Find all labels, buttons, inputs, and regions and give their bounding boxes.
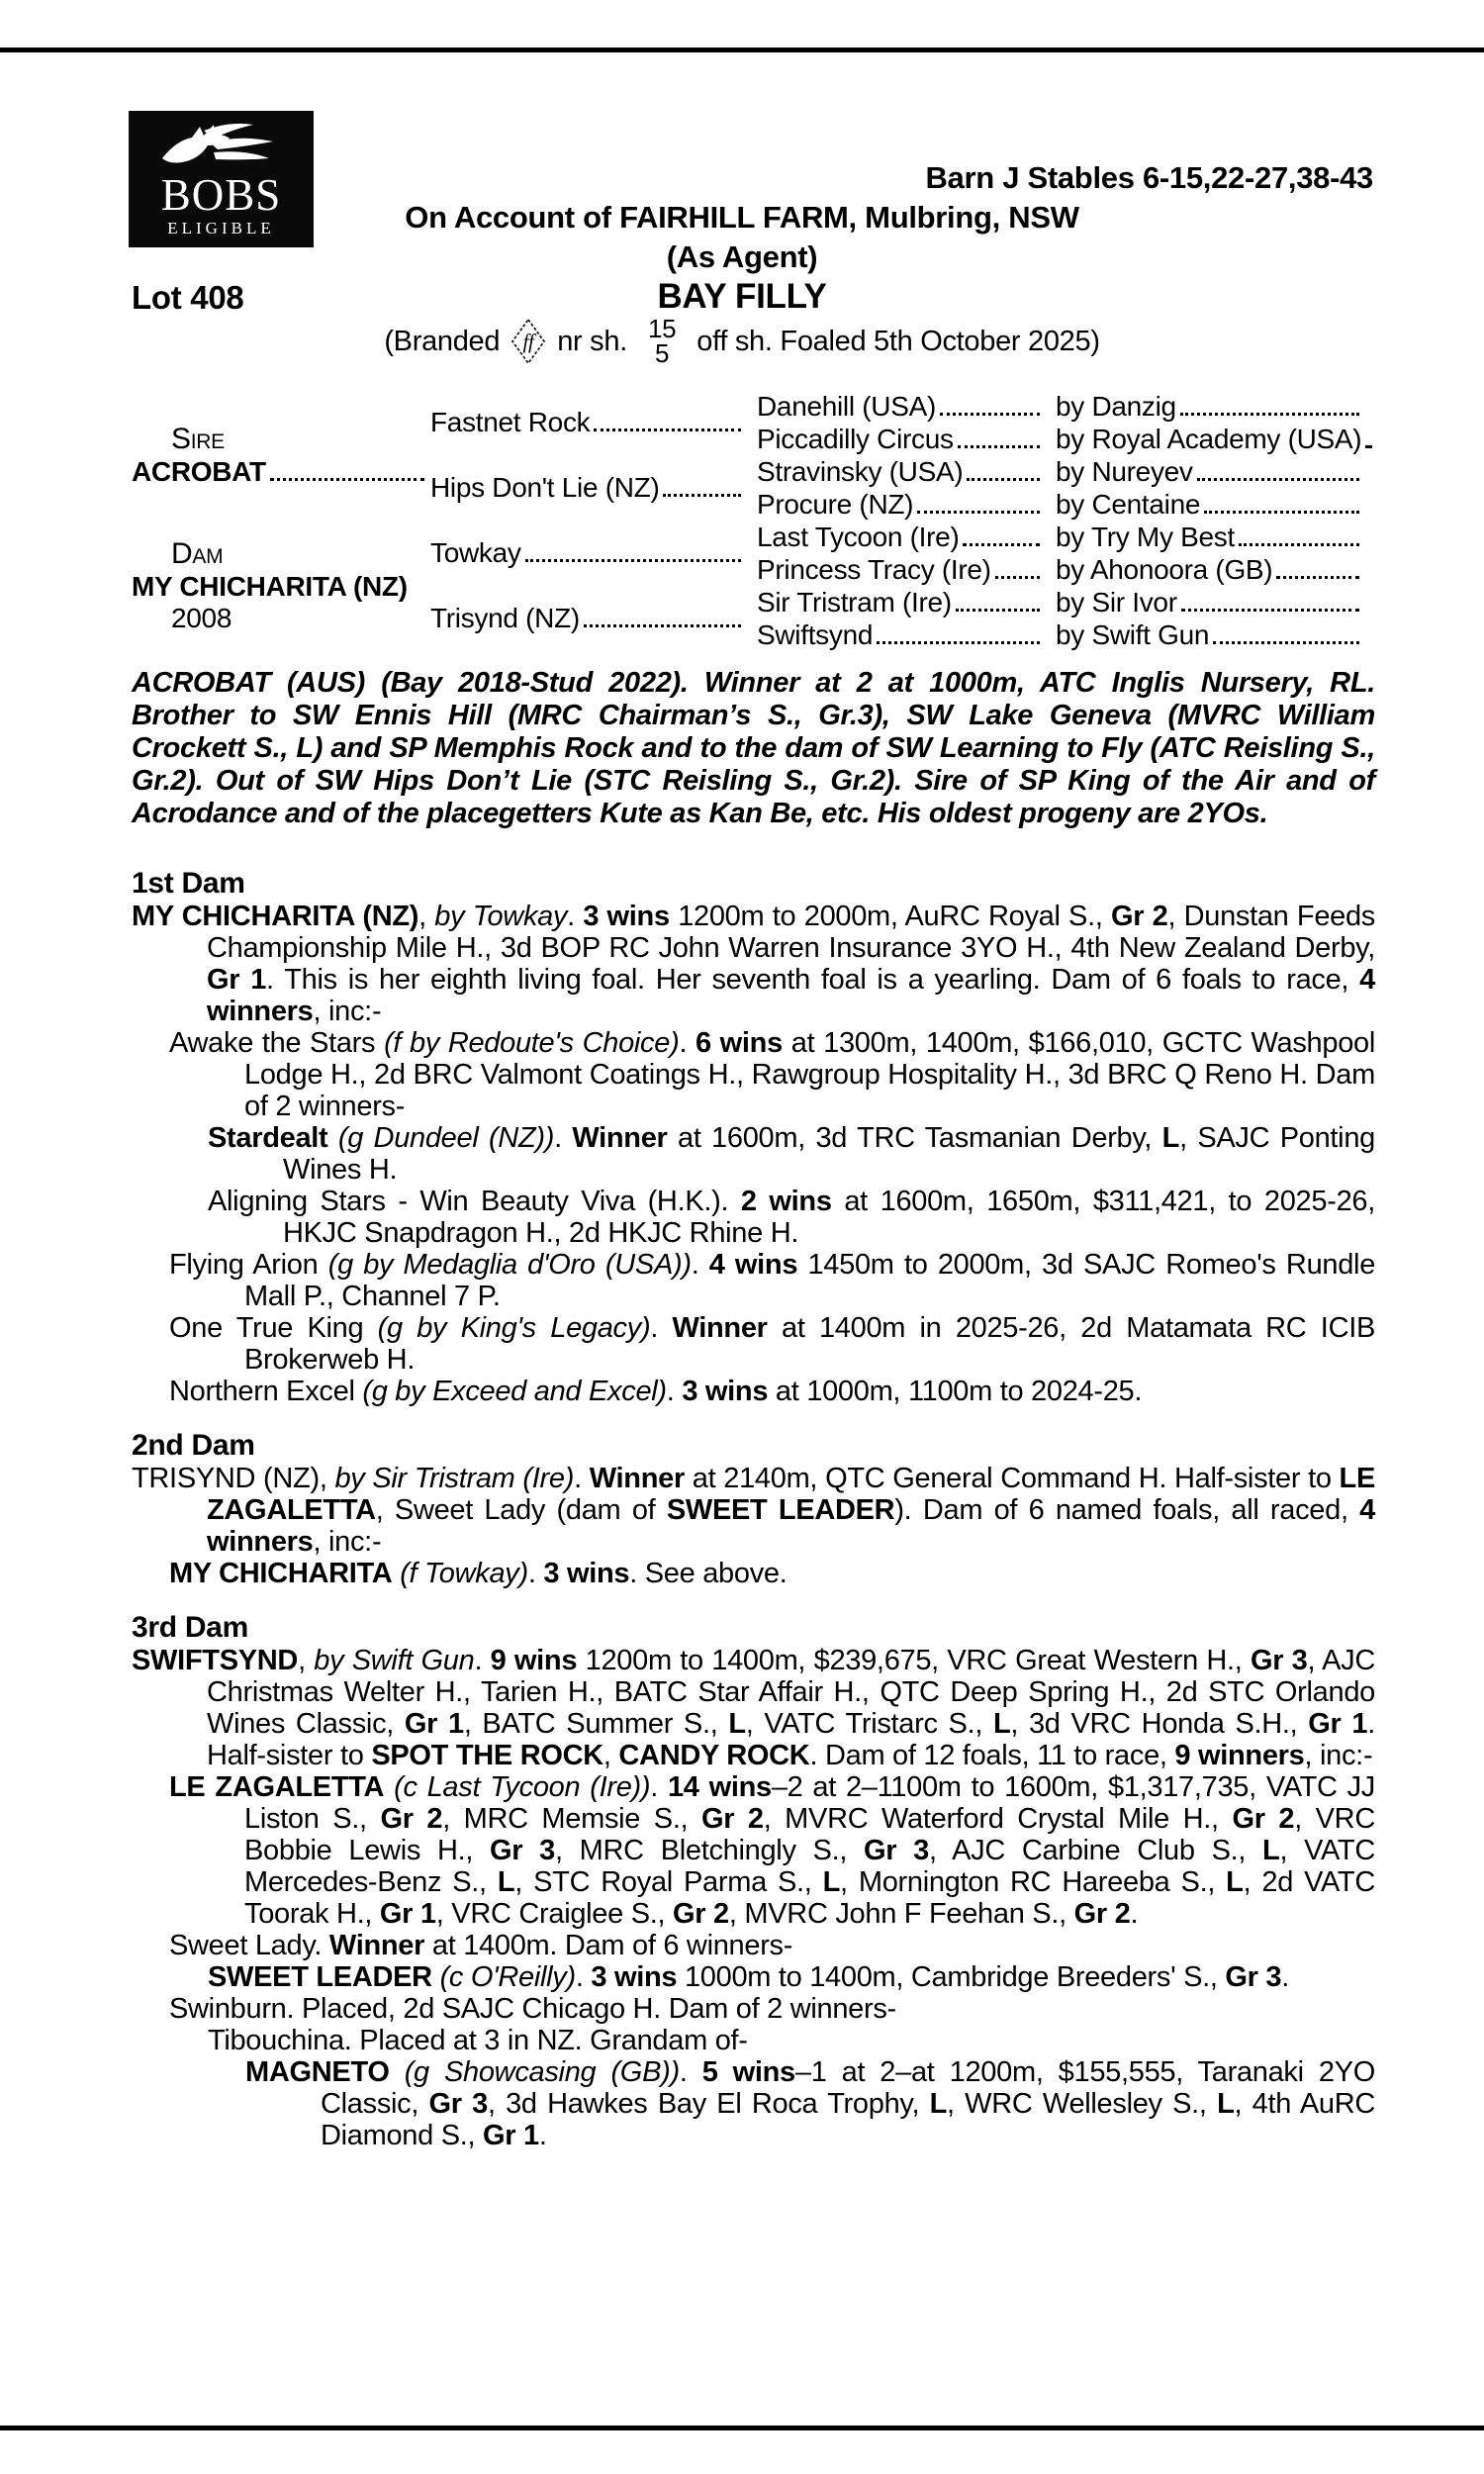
- text-run: Winner: [572, 1122, 668, 1154]
- text-run: , MRC Memsie S.,: [442, 1803, 702, 1835]
- vendor-line: On Account of FAIRHILL FARM, Mulbring, NSW: [405, 200, 1079, 235]
- text-run: Gr 1: [1308, 1708, 1368, 1740]
- text-run: SPOT THE ROCK: [371, 1740, 603, 1771]
- pedigree-entry: [245, 2056, 1375, 2151]
- pedigree-gen3-cell: [757, 455, 1056, 488]
- text-run: (f by Redoute's Choice): [384, 1027, 680, 1059]
- text-run: MY CHICHARITA: [169, 1558, 393, 1589]
- gen4-sire-row: [1056, 391, 1365, 423]
- pedigree-entry: [208, 1961, 1375, 1993]
- text-run: , Mornington RC Hareeba S.,: [840, 1866, 1227, 1898]
- dotted-leader: [940, 413, 1040, 416]
- pedigree-gen4-cell: [1056, 423, 1375, 455]
- gen4-sire-row: [1056, 456, 1365, 488]
- text-run: Gr 3: [1251, 1645, 1308, 1676]
- text-run: L: [497, 1866, 515, 1898]
- pedigree-gen4-cell: [1056, 553, 1375, 586]
- text-run: Gr 3: [490, 1835, 555, 1866]
- text-run: Sweet Lady.: [169, 1930, 329, 1961]
- gen4-sire-row: [1056, 522, 1365, 553]
- logo-text-bobs: BOBS: [160, 170, 282, 220]
- gen3-name-row: [757, 456, 1046, 488]
- text-run: –1 at 2–at 1200m, $155,555, Taranaki 2YO Classic,: [321, 2056, 1375, 2120]
- gen4-sire: by Danzig: [1056, 390, 1176, 422]
- text-run: at 1300m, 1400m, $166,010, GCTC Washpool Lodge H., 2d BRC Valmont Coatings H., Rawgroup Hospitality H., 3d BRC Q Reno H. Dam of 2 winners-: [244, 1027, 1376, 1122]
- dotted-leader: [584, 624, 741, 627]
- text-run: (c Last Tycoon (Ire)): [394, 1771, 651, 1803]
- text-run: . Half-sister to: [207, 1708, 1375, 1771]
- sire-label: Sire: [171, 423, 225, 455]
- pedigree-entry: [169, 1930, 1375, 1961]
- text-run: Flying Arion: [169, 1249, 328, 1281]
- pedigree-gen4-cell: [1056, 455, 1375, 488]
- gen3-name: Procure (NZ): [757, 488, 914, 520]
- pedigree-entry: [169, 1558, 1375, 1589]
- pedigree-gen4-cell: [1056, 488, 1375, 521]
- text-run: CANDY ROCK: [618, 1740, 810, 1771]
- text-run: 1450m to 2000m, 3d SAJC Romeo's Rundle Mall P., Channel 7 P.: [244, 1249, 1376, 1312]
- gen3-name: Stravinsky (USA): [757, 455, 964, 487]
- text-run: 4 wins: [708, 1249, 798, 1281]
- text-run: Gr 2: [1232, 1803, 1295, 1835]
- text-run: 9 winners: [1174, 1740, 1305, 1771]
- branded-prefix: (Branded: [384, 325, 501, 357]
- text-run: (g by Medaglia d'Oro (USA)): [327, 1249, 692, 1281]
- text-run: .: [1130, 1898, 1139, 1930]
- text-run: Gr 3: [428, 2088, 488, 2120]
- text-run: (g by Exceed and Excel): [362, 1376, 667, 1407]
- text-run: (c O'Reilly): [439, 1961, 576, 1993]
- section-heading: 1st Dam: [132, 867, 245, 900]
- pedigree-gen4-cell: [1056, 390, 1375, 423]
- gen3-name-row: [757, 424, 1046, 455]
- pedigree-gen3-cell: [757, 586, 1056, 618]
- text-run: .: [650, 1771, 668, 1803]
- text-run: MAGNETO: [245, 2056, 390, 2088]
- text-run: .: [527, 1558, 544, 1589]
- text-run: Gr 1: [379, 1898, 436, 1930]
- text-run: Stardealt: [208, 1122, 328, 1154]
- text-run: Awake the Stars: [169, 1027, 385, 1059]
- text-run: Gr 2: [1073, 1898, 1131, 1930]
- text-run: .: [666, 1376, 683, 1407]
- pedigree-entry: [169, 1771, 1375, 1930]
- gen3-name-row: [757, 522, 1046, 553]
- text-run: 9 wins: [490, 1645, 578, 1676]
- text-run: SWEET LEADER: [208, 1961, 432, 1993]
- text-run: 5 wins: [701, 2056, 795, 2088]
- text-run: Winner: [589, 1463, 685, 1494]
- bottom-rule: [0, 2426, 1484, 2430]
- text-run: .: [1281, 1961, 1290, 1993]
- barn-line: Barn J Stables 6-15,22-27,38-43: [925, 160, 1373, 195]
- text-run: Gr 2: [673, 1898, 729, 1930]
- text-run: L: [1161, 1122, 1180, 1154]
- gen2-name-row: [430, 537, 747, 569]
- text-run: 14 wins: [667, 1771, 772, 1803]
- text-run: at 2140m, QTC General Command H. Half-sister to: [684, 1463, 1340, 1494]
- gen4-sire-row: [1056, 587, 1365, 618]
- dotted-leader: [877, 641, 1040, 644]
- gen3-name: Danehill (USA): [757, 390, 936, 422]
- text-run: (g Showcasing (GB)): [404, 2056, 680, 2088]
- text-run: Winner: [672, 1312, 768, 1344]
- text-run: .: [474, 1645, 491, 1676]
- text-run: 1200m to 1400m, $239,675, VRC Great Western H.,: [577, 1645, 1251, 1676]
- pedigree-entry: [169, 1249, 1375, 1312]
- brand-number-bottom: 5: [655, 338, 670, 368]
- text-run: .: [679, 1027, 696, 1059]
- text-run: , 4th AuRC Diamond S.,: [321, 2088, 1375, 2151]
- text-run: . See above.: [629, 1558, 788, 1589]
- pedigree-entry: [132, 1463, 1375, 1558]
- dotted-leader: [963, 543, 1040, 546]
- text-run: .: [679, 2056, 702, 2088]
- svg-text:ff: ff: [522, 330, 534, 353]
- pedigree-entry: [169, 1376, 1375, 1407]
- text-run: , SAJC Ponting Wines H.: [283, 1122, 1375, 1186]
- text-run: , VRC Bobbie Lewis H.,: [244, 1803, 1375, 1866]
- brand-numbers: [647, 314, 677, 368]
- pedigree-gen4-cell: [1056, 521, 1375, 553]
- text-run: at 1400m in 2025-26, 2d Matamata RC ICIB Brokerweb H.: [244, 1312, 1376, 1376]
- pedigree-gen4-cell: [1056, 586, 1375, 618]
- dotted-leader: [270, 478, 424, 481]
- section-heading: 2nd Dam: [132, 1429, 255, 1462]
- text-run: Gr 2: [701, 1803, 764, 1835]
- text-run: .: [575, 1961, 592, 1993]
- gen3-name: Piccadilly Circus: [757, 423, 954, 454]
- pedigree-entry: [132, 901, 1375, 1027]
- section-heading: 3rd Dam: [132, 1611, 248, 1644]
- gen2-name: Fastnet Rock: [430, 407, 591, 437]
- text-run: , MVRC John F Feehan S.,: [728, 1898, 1074, 1930]
- gen3-name-row: [757, 489, 1046, 521]
- pedigree-gen2-cell: [430, 390, 757, 455]
- pedigree-gen3-cell: [757, 390, 1056, 423]
- gen2-name-row: [430, 407, 747, 438]
- pedigree-entry: [169, 1312, 1375, 1376]
- text-run: Swinburn. Placed, 2d SAJC Chicago H. Dam of 2 winners-: [169, 1993, 896, 2025]
- dotted-leader: [594, 428, 741, 431]
- text-run: L: [1217, 2088, 1235, 2120]
- text-run: , 3d VRC Honda S.H.,: [1010, 1708, 1309, 1740]
- text-run: , AJC Carbine Club S.,: [929, 1835, 1263, 1866]
- pedigree-entry: [132, 1645, 1375, 1771]
- text-run: [327, 1122, 337, 1154]
- gen4-sire-row: [1056, 619, 1365, 651]
- text-run: ). Dam of 6 named foals, all raced,: [894, 1494, 1360, 1526]
- pedigree-entry: [208, 2025, 1375, 2056]
- dotted-leader: [967, 478, 1040, 481]
- text-run: , MVRC Waterford Crystal Mile H.,: [763, 1803, 1233, 1835]
- gen3-name: Swiftsynd: [757, 618, 874, 650]
- text-run: L: [992, 1708, 1011, 1740]
- text-run: ,: [298, 1645, 315, 1676]
- text-run: . Dam of 12 foals, 11 to race,: [809, 1740, 1175, 1771]
- gen4-sire: by Ahonoora (GB): [1056, 553, 1273, 585]
- pedigree-entry: [169, 1993, 1375, 2025]
- text-run: 3 wins: [682, 1376, 769, 1407]
- text-run: Gr 2: [380, 1803, 443, 1835]
- gen2-name: Towkay: [430, 537, 521, 568]
- dotted-leader: [1239, 543, 1359, 546]
- gen2-name: Trisynd (NZ): [430, 603, 580, 633]
- gen3-name-row: [757, 587, 1046, 618]
- text-run: , inc:-: [1304, 1740, 1373, 1771]
- text-run: by Swift Gun: [314, 1645, 475, 1676]
- dotted-leader: [1180, 413, 1359, 416]
- pedigree-dam-block: [132, 521, 430, 651]
- text-run: Gr 1: [207, 964, 267, 996]
- text-run: Tibouchina. Placed at 3 in NZ. Grandam of-: [208, 2025, 748, 2056]
- pedigree-gen3-cell: [757, 618, 1056, 651]
- gen3-name-row: [757, 554, 1046, 586]
- text-run: SWEET LEADER: [666, 1494, 895, 1526]
- dotted-leader: [956, 609, 1040, 612]
- dotted-leader: [1365, 445, 1371, 448]
- gen4-sire: by Royal Academy (USA): [1056, 423, 1362, 454]
- text-run: at 1400m. Dam of 6 winners-: [424, 1930, 793, 1961]
- gen3-name-row: [757, 619, 1046, 651]
- text-run: [384, 1771, 394, 1803]
- text-run: , WRC Wellesley S.,: [947, 2088, 1218, 2120]
- text-run: , BATC Summer S.,: [463, 1708, 729, 1740]
- text-run: , 3d Hawkes Bay El Roca Trophy,: [487, 2088, 930, 2120]
- text-run: , inc:-: [313, 1526, 382, 1558]
- text-run: 4 winners: [207, 964, 1375, 1027]
- pedigree-gen3-cell: [757, 553, 1056, 586]
- gen4-sire-row: [1056, 554, 1365, 586]
- pedigree-gen4-cell: [1056, 618, 1375, 651]
- gen2-name-row: [430, 472, 747, 504]
- dotted-leader: [995, 576, 1040, 579]
- text-run: 1200m to 2000m, AuRC Royal S.,: [669, 901, 1111, 932]
- page-title: BAY FILLY: [657, 277, 827, 316]
- dotted-leader: [1276, 576, 1359, 579]
- branded-suffix: off sh. Foaled 5th October 2025): [696, 325, 1100, 357]
- text-run: ,: [603, 1740, 619, 1771]
- pedigree-table: [132, 390, 1375, 651]
- text-run: [432, 1961, 440, 1993]
- gen3-name: Last Tycoon (Ire): [757, 521, 960, 552]
- sire-name-row: [132, 456, 430, 488]
- gen3-name-row: [757, 391, 1046, 423]
- dotted-leader: [1204, 511, 1359, 514]
- text-run: Winner: [328, 1930, 425, 1961]
- text-run: 1000m to 1400m, Cambridge Breeders' S.,: [677, 1961, 1226, 1993]
- dotted-leader: [958, 445, 1040, 448]
- text-run: 6 wins: [696, 1027, 783, 1059]
- dotted-leader: [1181, 609, 1359, 612]
- dam-label: Dam: [171, 537, 224, 570]
- text-run: .: [650, 1312, 673, 1344]
- text-run: [390, 2056, 405, 2088]
- pedigree-sire-block: [132, 390, 430, 521]
- gen4-sire: by Swift Gun: [1056, 618, 1210, 650]
- text-run: 4 winners: [207, 1494, 1375, 1558]
- text-run: , AJC Christmas Welter H., Tarien H., BATC Star Affair H., QTC Deep Spring H., 2d STC Orlando Wines Classic,: [207, 1645, 1375, 1740]
- text-run: (g Dundeel (NZ)): [337, 1122, 555, 1154]
- pedigree-gen3-cell: [757, 521, 1056, 553]
- pedigree-gen2-cell: [430, 521, 757, 586]
- top-rule: [0, 48, 1484, 52]
- dotted-leader: [1197, 478, 1359, 481]
- gen2-name-row: [430, 603, 747, 634]
- gen4-sire-row: [1056, 489, 1365, 521]
- text-run: TRISYND (NZ),: [132, 1463, 335, 1494]
- sire-summary: ACROBAT (AUS) (Bay 2018-Stud 2022). Winner at 2 at 1000m, ATC Inglis Nursery, RL. Brother to SW Ennis Hill (MRC Chairman’s S., Gr.3), SW Lake Geneva (MVRC William Crockett S., L) and SP Memphis Rock and to the dam of SW Learning to Fly (ATC Reisling S., Gr.2). Out of SW Hips Don’t Lie (STC Reisling S., Gr.2). Sire of SP King of the Air and of Acrodance and of the placegetters Kute as Kan Be, etc. His oldest progeny are 2YOs.: [132, 667, 1375, 829]
- text-run: SWIFTSYND: [132, 1645, 299, 1676]
- text-run: 3 wins: [591, 1961, 678, 1993]
- text-run: .: [538, 2120, 547, 2151]
- text-run: at 1600m, 3d TRC Tasmanian Derby,: [667, 1122, 1162, 1154]
- dotted-leader: [1213, 641, 1359, 644]
- pedigree-entry: [208, 1122, 1375, 1186]
- text-run: .: [567, 901, 584, 932]
- dam-year: 2008: [171, 603, 232, 633]
- sire-name: ACROBAT: [132, 456, 266, 487]
- text-run: , VATC Mercedes-Benz S.,: [244, 1835, 1375, 1898]
- agent-line: (As Agent): [666, 239, 818, 274]
- pedigree-gen3-cell: [757, 423, 1056, 455]
- pedigree-gen2-cell: [430, 586, 757, 651]
- text-run: (g by King's Legacy): [377, 1312, 651, 1344]
- gen4-sire-row: [1056, 424, 1365, 455]
- dotted-leader: [525, 559, 741, 562]
- dam-name: MY CHICHARITA (NZ): [132, 571, 408, 602]
- text-run: . This is her eighth living foal. Her seventh foal is a yearling. Dam of 6 foals to race,: [266, 964, 1360, 996]
- text-run: Gr 3: [864, 1835, 930, 1866]
- branded-line: [0, 314, 1484, 368]
- text-run: MY CHICHARITA (NZ): [132, 901, 419, 932]
- text-run: L: [1226, 1866, 1244, 1898]
- text-run: Northern Excel: [169, 1376, 363, 1407]
- pedigree-gen3-cell: [757, 488, 1056, 521]
- text-run: Gr 3: [1225, 1961, 1282, 1993]
- gen4-sire: by Sir Ivor: [1056, 586, 1177, 618]
- gen3-name: Sir Tristram (Ire): [757, 586, 952, 618]
- pedigree-entry: [208, 1186, 1375, 1249]
- pedigree-gen2-cell: [430, 455, 757, 521]
- text-run: by Towkay: [434, 901, 568, 932]
- gen4-sire: by Try My Best: [1056, 521, 1235, 552]
- text-run: L: [1262, 1835, 1280, 1866]
- text-run: , VATC Tristarc S.,: [745, 1708, 993, 1740]
- text-run: , 2d VATC Toorak H.,: [244, 1866, 1375, 1930]
- text-run: Gr 1: [404, 1708, 464, 1740]
- text-run: 3 wins: [583, 901, 670, 932]
- brand-number-top: 15: [647, 314, 677, 343]
- text-run: at 1000m, 1100m to 2024-25.: [768, 1376, 1143, 1407]
- gen4-sire: by Nureyev: [1056, 455, 1193, 487]
- text-run: L: [728, 1708, 746, 1740]
- text-run: One True King: [169, 1312, 378, 1344]
- dam-sections: [132, 867, 1375, 2151]
- text-run: , Dunstan Feeds Championship Mile H., 3d BOP RC John Warren Insurance 3YO H., 4th New Zealand Derby,: [207, 901, 1376, 964]
- text-run: (f Towkay): [400, 1558, 528, 1589]
- text-run: L: [822, 1866, 841, 1898]
- text-run: Gr 1: [483, 2120, 539, 2151]
- dotted-leader: [917, 511, 1040, 514]
- horse-head-icon: [152, 119, 291, 174]
- gen2-name: Hips Don't Lie (NZ): [430, 472, 660, 503]
- text-run: , VRC Craiglee S.,: [435, 1898, 674, 1930]
- text-run: –2 at 2–1100m to 1600m, $1,317,735, VATC JJ Liston S.,: [244, 1771, 1376, 1835]
- text-run: L: [929, 2088, 948, 2120]
- text-run: , inc:-: [313, 996, 382, 1027]
- text-run: LE ZAGALETTA: [169, 1771, 385, 1803]
- text-run: Aligning Stars - Win Beauty Viva (H.K.).: [208, 1186, 741, 1217]
- text-run: .: [574, 1463, 590, 1494]
- text-run: ,: [418, 901, 435, 932]
- logo-text-eligible: ELIGIBLE: [167, 219, 275, 238]
- gen3-name: Princess Tracy (Ire): [757, 553, 991, 585]
- text-run: 2 wins: [740, 1186, 832, 1217]
- gen4-sire: by Centaine: [1056, 488, 1201, 520]
- text-run: .: [554, 1122, 573, 1154]
- text-run: LE ZAGALETTA: [207, 1463, 1376, 1526]
- text-run: .: [691, 1249, 709, 1281]
- text-run: , STC Royal Parma S.,: [514, 1866, 823, 1898]
- text-run: by Sir Tristram (Ire): [334, 1463, 575, 1494]
- text-run: at 1600m, 1650m, $311,421, to 2025-26, HKJC Snapdragon H., 2d HKJC Rhine H.: [283, 1186, 1375, 1249]
- text-run: , Sweet Lady (dam of: [375, 1494, 667, 1526]
- pedigree-entry: [169, 1027, 1375, 1122]
- text-run: Gr 2: [1110, 901, 1168, 932]
- dotted-leader: [663, 494, 741, 497]
- lot-number: Lot 408: [132, 279, 244, 316]
- branded-near-shoulder: nr sh.: [557, 325, 627, 357]
- text-run: 3 wins: [543, 1558, 630, 1589]
- brand-mark-icon: [510, 318, 546, 365]
- text-run: , MRC Bletchingly S.,: [555, 1835, 865, 1866]
